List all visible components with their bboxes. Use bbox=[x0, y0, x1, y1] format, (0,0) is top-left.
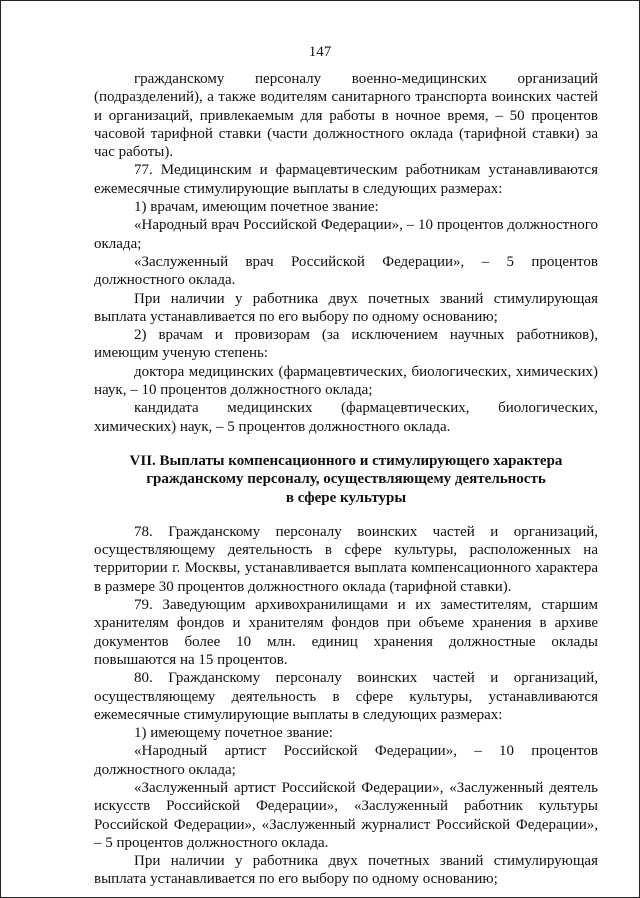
paragraph: кандидата медицинских (фармацевтических, биологических, химических) наук, – 5 процентов должностного оклада. bbox=[94, 400, 598, 435]
paragraph: 78. Гражданскому персоналу воинских частей и организаций, осуществляющему деятельность в сфере культуры, расположенных на территории г. Москвы, устанавливается выплата компенсационного характера в размере 30 процентов должностного оклада (тарифной ставки). bbox=[94, 523, 598, 595]
paragraph: «Народный артист Российской Федерации», – 10 процентов должностного оклада; bbox=[94, 743, 598, 778]
paragraph: 1) имеющему почетное звание: bbox=[134, 725, 333, 742]
paragraph: гражданскому персоналу военно-медицинских организаций (подразделений), а также водителям санитарного транспорта воинских частей и организаций, привлекаемым для работы в ночное время, – 50 процентов часовой тарифной ставки (части должностного оклада (тарифной ставки) за час работы). bbox=[94, 71, 598, 161]
paragraph: 1) врачам, имеющим почетное звание: bbox=[134, 199, 379, 216]
paragraph: «Заслуженный врач Российской Федерации», – 5 процентов должностного оклада. bbox=[94, 253, 598, 289]
paragraph: 77. Медицинским и фармацевтическим работникам устанавливаются ежемесячные стимулирующие выплаты в следующих размерах: bbox=[94, 162, 598, 197]
document-body bbox=[94, 70, 598, 889]
paragraph: 2) врачам и провизорам (за исключением научных работников), имеющим ученую степень: bbox=[94, 327, 598, 362]
paragraph: 79. Заведующим архивохранилищами и их заместителям, старшим хранителям фондов и хранителям фондов при объеме хранения в архиве документов более 10 млн. единиц хранения должностные оклады повышаются на 15 процентов. bbox=[94, 597, 598, 668]
paragraph: доктора медицинских (фармацевтических, биологических, химических) наук, – 10 процентов должностного оклада; bbox=[94, 363, 598, 399]
section-heading bbox=[94, 452, 598, 507]
paragraph: «Народный врач Российской Федерации», – 10 процентов должностного оклада; bbox=[94, 217, 598, 252]
paragraph: При наличии у работника двух почетных званий стимулирующая выплата устанавливается по его выбору по одному основанию; bbox=[94, 290, 598, 325]
paragraph: «Заслуженный артист Российской Федерации», «Заслуженный деятель искусств Российской Федерации», «Заслуженный работник культуры Российской Федерации», «Заслуженный журналист Российской Федерации», – 5 процентов должностного оклада. bbox=[94, 779, 598, 851]
section-heading-line: VII. Выплаты компенсационного и стимулирующего характера bbox=[129, 452, 563, 469]
paragraph: 80. Гражданскому персоналу воинских частей и организаций, осуществляющему деятельность в сфере культуры, устанавливаются ежемесячные стимулирующие выплаты в следующих размерах: bbox=[94, 670, 598, 723]
paragraph: При наличии у работника двух почетных званий стимулирующая выплата устанавливается по его выбору по одному основанию; bbox=[94, 853, 598, 888]
section-heading-line: гражданскому персоналу, осуществляющему деятельность bbox=[146, 471, 546, 488]
section-heading-line: в сфере культуры bbox=[285, 489, 407, 506]
page-number: 147 bbox=[308, 44, 332, 60]
